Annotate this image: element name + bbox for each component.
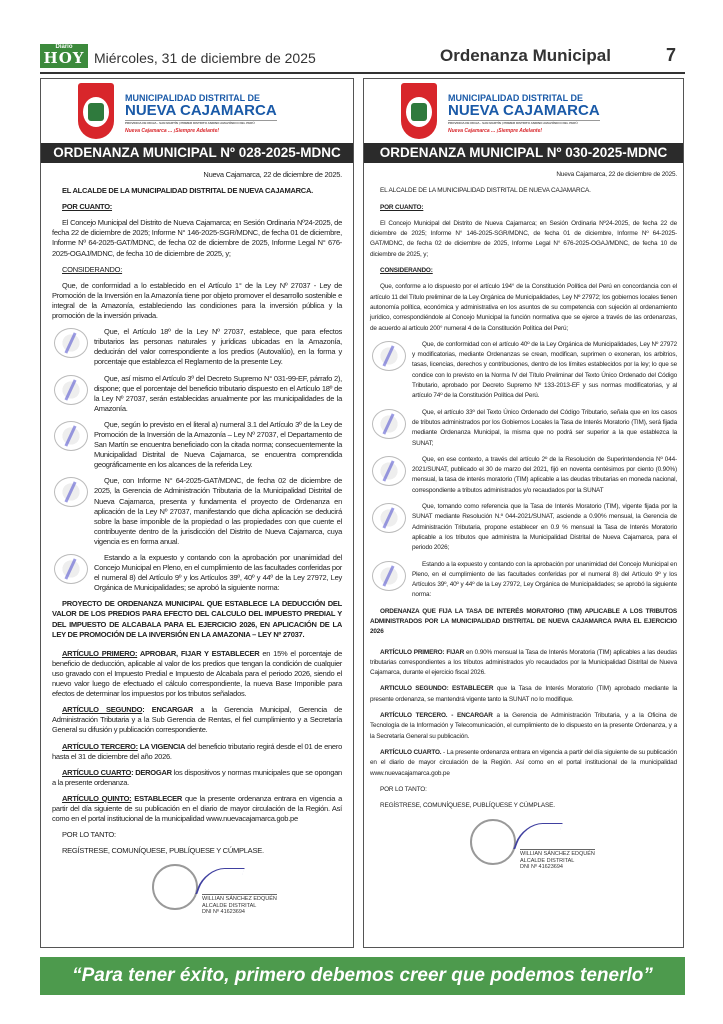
seal-stamp-icon: [372, 409, 406, 439]
paragraph-text: Que, con Informe N° 64-2025-GAT/MDNC, de fecha 02 de diciembre de 2025, la Gerencia de Administración Tributaria de la Municipalidad Distrital de Nueva Cajamarca, presenta y fundamenta el proyecto de Ordenanza en aplicación de la Ley Nº 27037, manifestando que dicha aplicación se deducirá sobre la base imponible de la propiedad o las propiedades con que cuente el contribuyente dentro de la jurisdicción del Distrito de Nueva Cajamarca, cuya vigencia es en forma anual.: [94, 476, 342, 546]
considerando: CONSIDERANDO:: [62, 264, 123, 274]
paragraph: El Concejo Municipal del Distrito de Nueva Cajamarca; en Sesión Ordinaria Nº24-2025, de fecha 22 de diciembre de 2025; Informe N° 146-2025-SGR/MDNC, de fecha 01 de diciembre, Informe Nº 64-2025-GAT/MDNC, de fecha 02 de diciembre de 2025, Informe Legal N° 676-2025-OGAJ/MDNC, de fecha 10 de diciembre de 2025, y;: [370, 219, 677, 258]
seal-stamp-icon: [54, 328, 88, 358]
muni-line3: PROVINCIA DE RIOJA - SAN MARTÍN | PRIMER DISTRITO ANDINO AMAZÓNICO DEL PERÚ: [125, 120, 277, 125]
ordinance-030: [363, 78, 684, 948]
paragraph-text: Que, tomando como referencia que la Tasa de Interés Moratorio (TIM), vigente fijada por la SUNAT mediante Resolución N.º 044-2021/SUNAT, asciende a 0.90% mensual, la Gerencia de Administración Tributaria, propone establecer en 0.9 % mensual la Tasa de Interés Moratorio aplicable a los tributos que administra la Municipalidad Distrital de Nueva Cajamarca, para el periodo 2026;: [412, 503, 677, 552]
por-lo-tanto: POR LO TANTO:: [62, 830, 116, 840]
seal-stamp-icon: [372, 561, 406, 591]
seal-stamp-icon: [54, 421, 88, 451]
newspaper-logo: [40, 44, 88, 68]
seal-stamp-icon: [54, 375, 88, 405]
muni-line2: NUEVA CAJAMARCA: [448, 102, 600, 119]
page-number: 7: [666, 45, 677, 65]
ordinance-028: [40, 78, 354, 948]
por-cuanto: POR CUANTO:: [380, 203, 424, 211]
muni-line1: MUNICIPALIDAD DISTRITAL DE: [448, 93, 583, 103]
footer-quote: “Para tener éxito, primero debemos creer que podemos tenerlo”: [40, 957, 685, 995]
paragraph-with-stamp: [52, 327, 342, 367]
section-title: Ordenanza Municipal: [440, 46, 611, 65]
paragraph-with-stamp: [52, 420, 342, 470]
paragraph-with-stamp: [370, 408, 677, 449]
signer-name: WILLIAN SÁNCHEZ EDQUÉN: [202, 896, 277, 903]
signer-dni: DNI Nº 41623694: [202, 909, 245, 916]
signer-role: ALCALDE DISTRITAL: [520, 857, 575, 864]
seal-stamp-icon: [372, 456, 406, 486]
article-1: ARTÍCULO PRIMERO: APROBAR, FIJAR Y ESTABLECER en 15% el porcentaje de beneficio de deducción, aplicable al valor de los predios que tengan la condición de cualquier uso gravado con el Impuesto Predial e Impuesto de Alcabala para el periodo 2026, siendo el nuevo valor luego de efectuado el cálculo correspondiente, la nueva Base Imponible para efectos de determinar los impuestos por los tributos señalados.: [52, 648, 342, 699]
por-cuanto: POR CUANTO:: [62, 202, 113, 212]
seal-stamp-icon: [372, 503, 406, 533]
paragraph-with-stamp: [52, 374, 342, 414]
place-date: Nueva Cajamarca, 22 de diciembre de 2025.: [203, 170, 342, 179]
seal-stamp-icon: [54, 554, 88, 584]
article-2: ARTÍCULO SEGUNDO: ENCARGAR a la Gerencia Municipal, Gerencia de Administración Tributaria y a la Sub Gerencia de Rentas, el fiel cumplimiento y a Secretaría General su difusión y publicación correspondiente.: [52, 705, 343, 735]
muni-line2: NUEVA CAJAMARCA: [125, 102, 277, 119]
paragraph-text: Estando a la expuesto y contando con la aprobación por unanimidad del Concejo Municipal en Pleno, en el cumplimiento de las facultades conferidas por el numeral 8) del Artículo 9º y los Artículos 39º, 40º y 44º de la Ley 27972, Ley Orgánica de Municipalidades; se aprobó la siguiente norma:: [94, 553, 342, 593]
municipality-crest-icon: [78, 83, 114, 139]
ordinance-title: ORDENANZA MUNICIPAL Nº 030-2025-MDNC: [364, 143, 683, 163]
article-2: ARTICULO SEGUNDO: ESTABLECER que la Tasa de Interés Moratorio (TIM) aprobado mediante la presente ordenanza, se mantendrá vigente tanto la SUNAT no lo modifique.: [370, 685, 677, 703]
ordenanza-heading: ORDENANZA QUE FIJA LA TASA DE INTERÉS MORATORIO (TIM) APLICABLE A LOS TRIBUTOS ADMINISTRADOS POR LA MUNICIPALIDAD DISTRITAL DE NUEVA CAJAMARCA PARA EL EJERCICIO 2026: [370, 607, 677, 636]
muni-slogan: Nueva Cajamarca ... ¡Siempre Adelante!: [125, 128, 220, 134]
seal-stamp-icon: [54, 477, 88, 507]
paragraph: El Concejo Municipal del Distrito de Nueva Cajamarca; en Sesión Ordinaria Nº24-2025, de fecha 22 de diciembre de 2025; Informe N° 146-2025-SGR/MDNC, de fecha 01 de diciembre, Informe Nº 64-2025-GAT/MDNC, de fecha 02 de diciembre de 2025, Informe Legal N° 676-2025-OGAJ/MDNC, de fecha 10 de diciembre de 2025, y;: [52, 218, 342, 258]
article-3: ARTÍCULO TERCERO. - ENCARGAR a la Gerencia de Administración Tributaria, y a la Oficina de Tecnología de la Información y Telecomunicación, el cumplimiento de lo dispuesto en la presente Ordenanza, y a la Secretaría General su publicación.: [370, 712, 677, 740]
issue-date: Miércoles, 31 de diciembre de 2025: [94, 50, 316, 66]
signer-name: WILLIAN SÁNCHEZ EDQUÉN: [520, 851, 595, 858]
municipality-name: [448, 93, 600, 134]
article-3: ARTÍCULO TERCERO: LA VIGENCIA del beneficio tributario regirá desde el 01 de enero hasta el 31 de diciembre del año 2026.: [52, 741, 342, 761]
proyecto-heading: PROYECTO DE ORDENANZA MUNICIPAL QUE ESTABLECE LA DEDUCCIÓN DEL VALOR DE LOS PREDIOS PARA EFECTO DEL CALCULO DEL IMPUESTO PREDIAL Y DEL IMPUESTO DE ALCABALA PARA EL EJERCICIO 2026, EN APLICACIÓN DE LA LEY DE PROMOCIÓN DE LA INVERSIÓN EN LA AMAZONIA – LEY Nº 27037.: [52, 599, 342, 639]
paragraph-text: Que, así mismo el Artículo 3º del Decreto Supremo N° 031-99-EF, párrafo 2), dispone; que el porcentaje del beneficio tributario dispuesto en el Artículo 18º de la Ley Nº 27037, serán establecidas anualmente por las municipalidades de la Amazonía.: [94, 373, 342, 413]
por-lo-tanto: POR LO TANTO:: [380, 785, 427, 793]
paragraph-text: Que, según lo previsto en el literal a) numeral 3.1 del Artículo 3º de la Ley de Promoción de la Inversión de la Amazonía – Ley Nº 27037, el Departamento de San Martín se encuentra beneficiado con la citada norma; consecuentemente la Municipalidad Distrital de Nueva Cajamarca, se encuentra comprendida geográficamente en los alcances de la referida Ley.: [94, 419, 342, 470]
registrese: REGÍSTRESE, COMUNÍQUESE, PUBLÍQUESE Y CÚMPLASE.: [380, 802, 555, 810]
muni-slogan: Nueva Cajamarca ... ¡Siempre Adelante!: [448, 128, 543, 134]
municipality-name: [125, 93, 277, 134]
paragraph-text: Que, el Artículo 18º de la Ley Nº 27037, establece, que para efectos tributarios las personas naturales y jurídicas ubicadas en la Amazonía, deducirán del valor correspondiente a los predios (Autovalúo), en la forma y porcentaje que establezca el Reglamento de la presente Ley.: [94, 327, 342, 367]
article-5: ARTÍCULO QUINTO: ESTABLECER que la presente ordenanza entrara en vigencia a partir del día siguiente de su publicación en el diario de mayor circulación de la Región. Así como en el portal institucional de la municipalidad www.nuevacajamarca.gob.pe: [52, 793, 342, 824]
mayor-signature: [370, 817, 677, 877]
official-seal-icon: [470, 819, 516, 865]
paragraph-text: Que, de conformidad con el artículo 40º de la Ley Orgánica de Municipalidades, Ley Nº 27972 y modificatorias, mediante Ordenanzas se crean, modifican, suprimen o exoneran, los arbitrios, tasas, licencias, derechos y contribuciones, dentro de los límites establecidos por la ley; lo que se condice con lo previsto en la Norma IV del Título Preliminar del Texto Único Ordenado del Código Tributario, aprobado por Decreto Supremo Nº 133-2013-EF y sus normas modificatorias, y al artículo 74º de la Constitución Política del Perú.: [412, 340, 677, 400]
logo-small-text: Diario: [55, 44, 73, 50]
alcalde-heading: EL ALCALDE DE LA MUNICIPALIDAD DISTRITAL DE NUEVA CAJAMARCA.: [62, 186, 313, 196]
considerando: CONSIDERANDO:: [380, 267, 433, 275]
logo-big-text: HOY: [43, 49, 85, 67]
registrese: REGÍSTRESE, COMUNÍQUESE, PUBLÍQUESE Y CÚMPLASE.: [62, 846, 264, 856]
municipality-crest-icon: [401, 83, 437, 139]
signer-dni: DNI Nº 41623694: [520, 864, 563, 871]
paragraph-with-stamp: [370, 340, 677, 402]
paragraph: Que, conforme a lo dispuesto por el artículo 194° de la Constitución Política del Perú en concordancia con el artículo 11 del Título preliminar de la Ley Orgánica de Municipalidades, Ley Nº 27972; los gobiernos locales tienen autonomía política, económica y administrativa en los asuntos de su competencia con sujeción al ordenamiento jurídico, correspondiéndole al Concejo Municipal la función normativa que se ejerce a través de las ordenanzas, de acuerdo al artículo 200° numeral 4 de la Constitución Política del Perú;: [370, 283, 677, 332]
paragraph-with-stamp: [370, 455, 677, 496]
paragraph-text: Que, el artículo 33º del Texto Único Ordenado del Código Tributario, señala que en los casos de tributos administrados por los Gobiernos Locales la Tasa de Interés Moratorio (TIM), será fijada mediante Ordenanza Municipal, la misma que no podrá ser superior a la que establezca la SUNAT;: [412, 408, 677, 447]
article-4: ARTÍCULO CUARTO: DEROGAR los dispositivos y normas municipales que se opongan a la presente ordenanza.: [52, 767, 342, 787]
ordinance-body: [364, 163, 683, 877]
mayor-signature: [52, 862, 342, 922]
signer-block: [202, 894, 277, 916]
muni-line3: PROVINCIA DE RIOJA - SAN MARTÍN | PRIMER DISTRITO ANDINO AMAZÓNICO DEL PERÚ: [448, 120, 600, 125]
signature-scribble: [195, 868, 244, 894]
alcalde-heading: EL ALCALDE DE LA MUNICIPALIDAD DISTRITAL DE NUEVA CAJAMARCA.: [380, 187, 591, 195]
signature-scribble: [513, 823, 562, 849]
municipality-header: [364, 79, 683, 143]
official-seal-icon: [152, 864, 198, 910]
paragraph-with-stamp: [370, 560, 677, 601]
header-divider: [40, 72, 685, 74]
signer-role: ALCALDE DISTRITAL: [202, 902, 257, 909]
paragraph-with-stamp: [52, 476, 342, 547]
paragraph: Que, de conformidad a lo establecido en el Artículo 1° de la Ley Nº 27037 - Ley de Promoción de la Inversión en la Amazonía tiene por objeto promover el desarrollo sostenible e integral de la Amazonía, estableciendo las condiciones para la inversión pública y la promoción de la inversión privada.: [52, 280, 342, 321]
muni-line1: MUNICIPALIDAD DISTRITAL DE: [125, 93, 260, 103]
paragraph-with-stamp: [370, 502, 677, 553]
ordinance-body: [41, 163, 353, 922]
ordinance-title: ORDENANZA MUNICIPAL Nº 028-2025-MDNC: [41, 143, 353, 163]
paragraph-with-stamp: [52, 553, 342, 593]
signer-block: [520, 849, 595, 871]
seal-stamp-icon: [372, 341, 406, 371]
article-4: ARTÍCULO CUARTO. - La presente ordenanza entrara en vigencia a partir del día siguiente de su publicación en el diario de mayor circulación de la Región. Así como en el portal institucional de la municipalidad www.nuevacajamarca.gob.pe: [370, 748, 677, 777]
article-1: ARTÍCULO PRIMERO: FIJAR en 0.90% mensual la Tasa de Interés Moratoria (TIM) aplicables a las deudas tributarias correspondientes a los tributos administrados y/o recaudados por la Municipalidad Distrital de Nueva Cajamarca, durante el ejercicio fiscal 2026.: [370, 648, 677, 677]
paragraph-text: Que, en ese contexto, a través del artículo 2º de la Resolución de Superintendencia Nº 044-2021/SUNAT, publicado el 30 de marzo del 2021, fijó en noventa centésimos por ciento (0.90%) mensual, la tasa de interés moratorio (TIM) aplicable a las deudas tributarias en moneda nacional, correspondiente a tributos administrados y/o recaudados por la SUNAT: [412, 455, 677, 494]
place-date: Nueva Cajamarca, 22 de diciembre de 2025.: [556, 171, 677, 178]
municipality-header: [41, 79, 353, 143]
paragraph-text: Estando a la expuesto y contando con la aprobación por unanimidad del Concejo Municipal en Pleno, en el cumplimiento de las facultades conferidas por el numeral 8) del Artículo 9º y los Artículos 39º, 40º y 44º de la Ley 27972, Ley Orgánica de Municipalidades; se aprobó la siguiente norma:: [412, 560, 677, 599]
